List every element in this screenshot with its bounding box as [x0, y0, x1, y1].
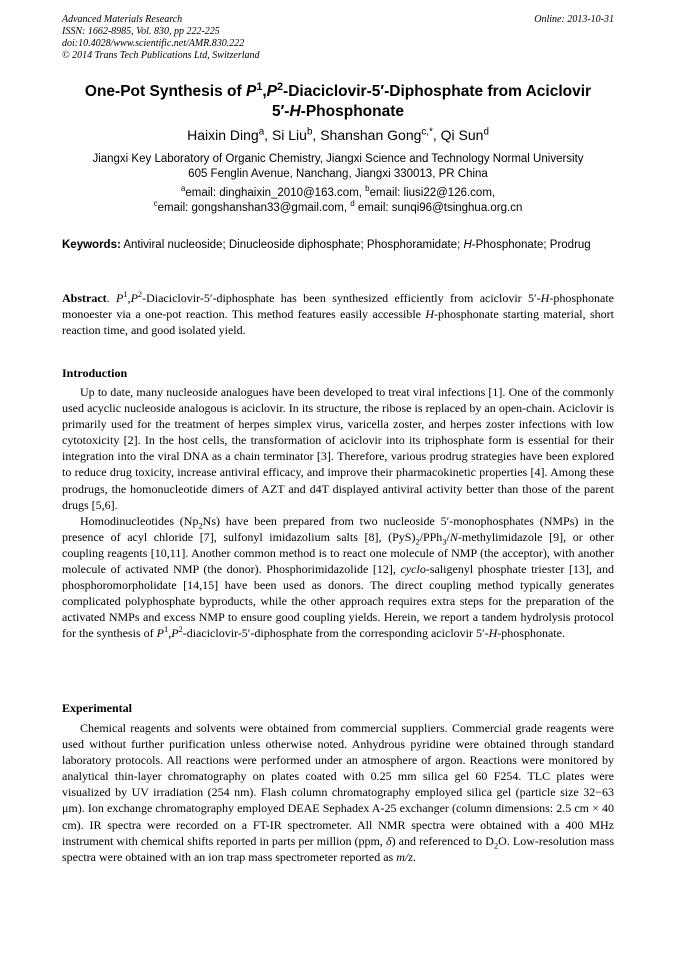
affiliation	[62, 152, 614, 182]
author-name: Haixin Ding	[187, 127, 259, 143]
title-text: One-Pot Synthesis of	[84, 83, 246, 100]
exp-italic: m/z	[396, 849, 413, 864]
abstract-text-2: -phosphonate monoester via a one-pot reaction. This method features easily accessible	[62, 291, 614, 321]
author-sup: b	[306, 126, 313, 138]
intro-p2-sup: 1	[164, 625, 169, 635]
abstract-h2: H	[425, 307, 435, 321]
keywords-label: Keywords:	[62, 239, 121, 251]
journal-copyright: © 2014 Trans Tech Publications Ltd, Switzerland	[62, 50, 260, 61]
emails	[62, 186, 614, 216]
exp-text: .	[412, 849, 416, 864]
exp-text: Chemical reagents and solvents were obtained from commercial suppliers. Commercial grade reagents were used without further purification unless otherwise noted. Anhydrous pyridine were obtained through standard laboratory protocols. All reactions were performed under an atmosphere of argon. Reactions were monitored by analytical thin-layer chromatography on plates coated with 0.25 mm silica gel 60 F254. TLC plates were visualized by UV irradiation (254 nm). Flash column chromatography employed silica gel (particle size 32−63 μm). Ion exchange chromatography employed DEAE Sephadex A-25 exchanger (column dimensions: 2.5 cm × 40 cm). IR spectra were recorded on a FT-IR spectrometer. All NMR spectra were obtained with a 400 MHz instrument with chemical shifts reported in parts per million (ppm,	[62, 721, 614, 848]
journal-name: Advanced Materials Research	[62, 14, 183, 25]
journal-issn: ISSN: 1662-8985, Vol. 830, pp 222-225	[62, 26, 220, 37]
author-sup: a	[258, 126, 265, 138]
email-c: email: gongshanshan33@gmail.com,	[157, 202, 351, 214]
keywords-text: Antiviral nucleoside; Dinucleoside diphosphate; Phosphoramidate;	[120, 239, 464, 251]
intro-p2-sup: 2	[178, 625, 183, 635]
intro-p2-text: /	[446, 529, 450, 544]
intro-p2-text: -phosphonate.	[497, 626, 565, 641]
intro-p2-sub: 2	[198, 521, 203, 531]
journal-doi: doi:10.4028/www.scientific.net/AMR.830.222	[62, 38, 245, 49]
affiliation-line2: 605 Fenglin Avenue, Nanchang, Jiangxi 330013, PR China	[188, 168, 488, 180]
abstract-text-3: -phosphonate starting material, short reaction time, and good isolated yield.	[62, 307, 614, 337]
email-b: email: liusi22@126.com,	[369, 187, 496, 199]
intro-p2-sub: 2	[415, 537, 420, 547]
experimental-paragraph	[62, 720, 614, 865]
intro-p2-text: ,	[168, 626, 172, 641]
abstract-p2: P	[130, 291, 138, 305]
journal-header	[62, 14, 614, 62]
exp-italic: δ	[386, 833, 392, 848]
title-p1: P	[245, 83, 257, 100]
intro-p2-italic: N	[449, 529, 458, 544]
introduction-body	[62, 384, 614, 642]
author-name: Qi Sun	[440, 127, 484, 143]
keywords-italic: H	[463, 239, 472, 251]
experimental-body	[62, 720, 614, 865]
exp-text: ) and referenced to D	[391, 833, 494, 848]
author	[187, 127, 264, 143]
intro-p2-text: -methylimidazole [9], or other coupling reagents [10,11]. Another common method is to react one molecule of NMP (the acceptor), with another molecule of activated NMP (the donor). Phosphorimidazolide [12],	[62, 529, 614, 577]
title-line2-b: -Phosphonate	[300, 103, 405, 120]
author	[441, 127, 489, 143]
keywords-text-2: -Phosphonate; Prodrug	[471, 239, 591, 251]
title-sup2: 2	[277, 80, 284, 93]
intro-p2-italic: H	[488, 626, 498, 641]
email-sup: c	[153, 199, 158, 209]
abstract: Abstract. $P^1,P^2-Diaciclovir-5'$-diphosphate has been synthesized efficiently from aciclovir 5′-H-phosphonate monoester via a one-pot reaction. This method features easily accessible H-phosphonate starting material, short reaction time, and good isolated yield.	[62, 290, 614, 337]
abstract-h1: H	[540, 291, 550, 305]
intro-p2-italic: P	[171, 626, 179, 641]
intro-p2-italic: cyclo	[400, 562, 426, 577]
author-sup: d	[483, 126, 489, 138]
abstract-text-1: -Diaciclovir-5′-diphosphate has been synthesized efficiently from aciclovir 5′-	[142, 291, 541, 305]
section-heading-introduction: Introduction	[62, 366, 128, 380]
affiliation-line1: Jiangxi Key Laboratory of Organic Chemistry, Jiangxi Science and Technology Normal University	[92, 153, 584, 165]
title-text-2: -Diaciclovir-5′-Diphosphate from Aciclovir	[283, 83, 592, 100]
author	[320, 127, 433, 143]
author	[272, 127, 312, 143]
title-comma: ,	[262, 83, 267, 100]
author-list: Haixin Ding$^a$, Si Liu$^b$, Shanshan Gong$^{c,*}$, Qi Sun$^d$	[187, 126, 489, 143]
email-d: email: sunqi96@tsinghua.org.cn	[354, 202, 523, 214]
intro-p2-text: -diaciclovir-5′-diphosphate from the corresponding aciclovir 5′-	[182, 626, 489, 641]
intro-p2-text: Homodinucleotides (Np	[80, 513, 199, 528]
author-name: Shanshan Gong	[320, 127, 422, 143]
intro-p2-text: /PPh	[419, 529, 443, 544]
intro-p2-sub: 3	[442, 537, 447, 547]
abstract-label: Abstract	[62, 291, 107, 305]
intro-paragraph-1: Up to date, many nucleoside analogues have been developed to treat viral infections [1]. One of the commonly used acyclic nucleoside analogous is aciclovir. In its structure, the ribose is replaced by an open-chain. Aciclovir is primarily used for the treatment of herpes simplex virus, varicella zoster, and herpes zoster infections with low cytotoxicity [2]. In the host cells, the transformation of aciclovir into its triphosphate form is essential for their integration into the viral DNA as a chain terminator [3]. Therefore, various prodrug strategies have been explored to reduce drug toxicity, increase antiviral efficacy, and improve their pharmacokinetic properties [4]. Among these prodrugs, the homonucleotide dimers of AZT and d4T displayed antiviral activity better than those of the parent drugs [5,6].	[62, 385, 614, 512]
email-sup: d	[350, 199, 355, 209]
title-line2-a: 5′-	[271, 103, 290, 120]
email-sup: a	[180, 184, 186, 194]
section-heading-experimental: Experimental	[62, 701, 132, 715]
title-sup1: 1	[256, 80, 263, 93]
author-sup: c,*	[421, 126, 433, 138]
abstract-p1: P	[116, 291, 124, 305]
title-line2-h: H	[289, 103, 301, 120]
author-name: Si Liu	[271, 127, 307, 143]
title-p2: P	[266, 83, 277, 100]
exp-sub: 2	[493, 841, 499, 851]
email-a: email: dinghaixin_2010@163.com,	[185, 187, 366, 199]
intro-p2-text: -saligenyl phosphate triester [13], and phosphoromorpholidate [14,15] have been used as donors. The direct coupling method typically generates complicated polyphosphate byproducts, while the other approach requires extra steps for the preparation of the activated NMPs and excess NMP to ensure good coupling yields. Herein, we report a tandem hydrolysis protocol for the synthesis of	[62, 562, 614, 641]
intro-p2-italic: P	[156, 626, 164, 641]
online-date: Online: 2013-10-31	[534, 14, 614, 25]
abstract-s2: 2	[137, 290, 143, 299]
intro-p2-text: Ns) have been prepared from two nucleoside 5′-monophosphates (NMPs) in the presence of acyl chloride [7], sulfonyl imidazolium salts [8], (PyS)	[62, 513, 614, 544]
email-sup: b	[365, 184, 370, 194]
exp-text: O. Low-resolution mass spectra were obtained with an ion trap mass spectrometer reported as	[62, 833, 615, 864]
abstract-s1: 1	[123, 290, 128, 299]
emails-line2	[62, 201, 614, 216]
emails-line1	[62, 186, 614, 201]
intro-paragraph-2	[62, 513, 614, 642]
keywords	[62, 238, 614, 253]
paper-title	[62, 82, 614, 122]
